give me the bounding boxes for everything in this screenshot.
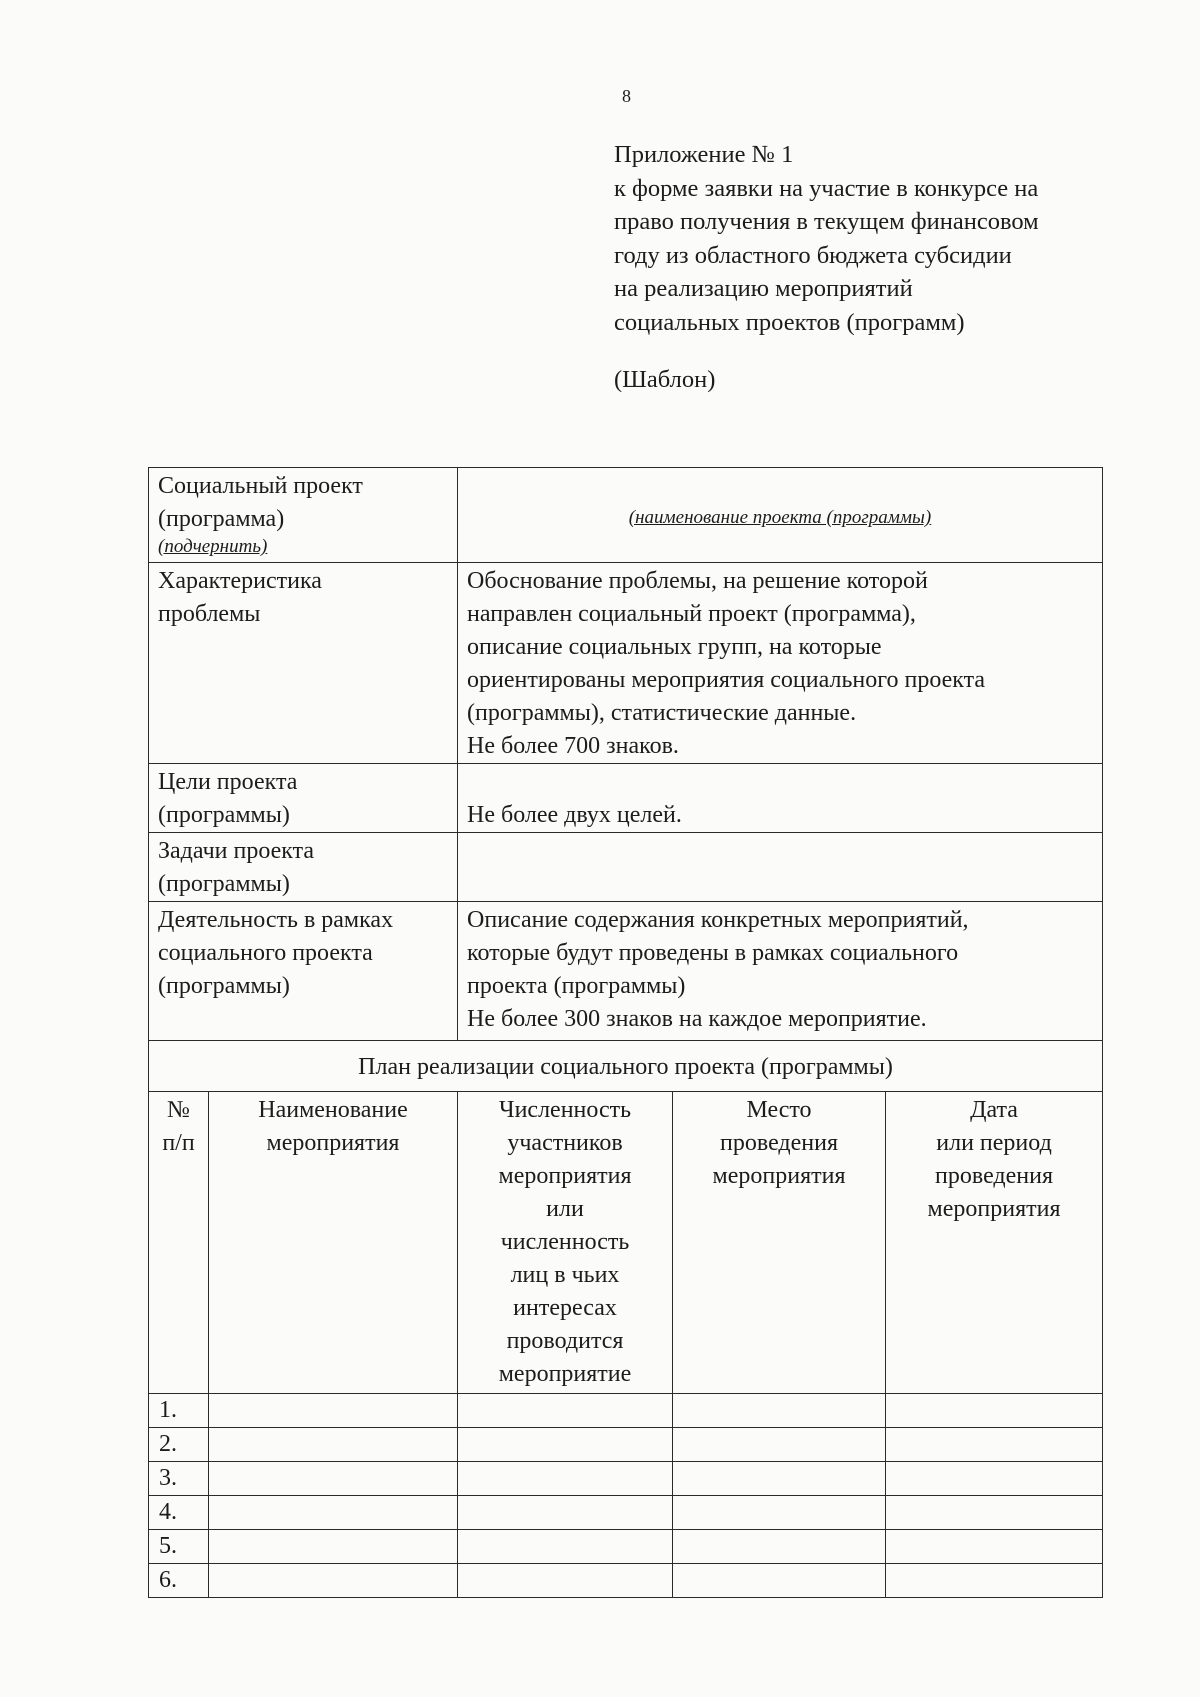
plan-row-number: 6. bbox=[149, 1564, 209, 1598]
plan-cell[interactable] bbox=[209, 1462, 458, 1496]
goals-label: Цели проекта bbox=[158, 769, 298, 795]
tasks-label: (программы) bbox=[158, 871, 290, 897]
project-name-hint: (наименование проекта (программы) bbox=[628, 507, 932, 528]
appendix-line: к форме заявки на участие в конкурсе на bbox=[614, 174, 1039, 202]
plan-cell[interactable] bbox=[673, 1428, 886, 1462]
activity-row bbox=[149, 902, 1103, 1041]
plan-row bbox=[149, 1564, 1103, 1598]
appendix-line: году из областного бюджета субсидии bbox=[614, 241, 1012, 269]
header-line: или bbox=[546, 1196, 584, 1222]
problem-row bbox=[149, 563, 1103, 764]
problem-label: Характеристика bbox=[158, 568, 322, 594]
problem-text: Обоснование проблемы, на решение которой bbox=[467, 568, 928, 594]
plan-row-number: 5. bbox=[149, 1530, 209, 1564]
template-label: (Шаблон) bbox=[614, 366, 716, 393]
header-line: участников bbox=[507, 1130, 623, 1156]
activity-text: которые будут проведены в рамках социального bbox=[467, 940, 959, 966]
tasks-label: Задачи проекта bbox=[158, 838, 315, 864]
goals-text: Не более двух целей. bbox=[467, 802, 682, 828]
plan-row-number: 3. bbox=[149, 1462, 209, 1496]
plan-cell[interactable] bbox=[886, 1530, 1103, 1564]
plan-cell[interactable] bbox=[673, 1462, 886, 1496]
tasks-value-cell[interactable] bbox=[458, 833, 1103, 902]
problem-text: направлен социальный проект (программа), bbox=[467, 601, 916, 627]
header-line: проведения bbox=[935, 1163, 1053, 1189]
problem-label-cell bbox=[149, 563, 458, 764]
header-line: проводится bbox=[506, 1328, 624, 1354]
header-line: мероприятия bbox=[498, 1163, 632, 1189]
plan-header-row bbox=[149, 1092, 1103, 1394]
appendix-line: право получения в текущем финансовом bbox=[614, 208, 1039, 235]
plan-title-row bbox=[149, 1041, 1103, 1092]
plan-cell[interactable] bbox=[886, 1428, 1103, 1462]
activity-value-cell[interactable] bbox=[458, 902, 1103, 1041]
goals-label-cell bbox=[149, 764, 458, 833]
plan-cell[interactable] bbox=[458, 1462, 673, 1496]
plan-header-number bbox=[149, 1092, 209, 1394]
plan-cell[interactable] bbox=[886, 1496, 1103, 1530]
plan-header-event-name bbox=[209, 1092, 458, 1394]
header-line: численность bbox=[500, 1229, 630, 1255]
header-line: или период bbox=[936, 1130, 1052, 1156]
appendix-line: социальных проектов (программ) bbox=[614, 308, 965, 336]
header-line: Дата bbox=[970, 1097, 1018, 1123]
problem-text: (программы), статистические данные. bbox=[467, 700, 857, 726]
plan-cell[interactable] bbox=[458, 1496, 673, 1530]
activity-label: Деятельность в рамках bbox=[158, 907, 394, 933]
page-number: 8 bbox=[622, 86, 631, 106]
plan-cell[interactable] bbox=[458, 1394, 673, 1428]
plan-header-participants bbox=[458, 1092, 673, 1394]
plan-row bbox=[149, 1496, 1103, 1530]
plan-row-number: 1. bbox=[149, 1394, 209, 1428]
header-line: п/п bbox=[162, 1130, 195, 1156]
plan-header-date bbox=[886, 1092, 1103, 1394]
activity-text: проекта (программы) bbox=[467, 973, 686, 999]
plan-cell[interactable] bbox=[458, 1530, 673, 1564]
plan-cell[interactable] bbox=[886, 1394, 1103, 1428]
header-line: мероприятия bbox=[712, 1163, 846, 1189]
activity-text: Описание содержания конкретных мероприятий, bbox=[467, 907, 969, 933]
plan-row bbox=[149, 1462, 1103, 1496]
plan-row bbox=[149, 1394, 1103, 1428]
activity-label: социального проекта bbox=[158, 940, 373, 966]
problem-text: описание социальных групп, на которые bbox=[467, 634, 882, 660]
plan-cell[interactable] bbox=[209, 1428, 458, 1462]
tasks-row bbox=[149, 833, 1103, 902]
problem-text: Не более 700 знаков. bbox=[467, 733, 679, 759]
plan-cell[interactable] bbox=[209, 1564, 458, 1598]
header-line: Численность bbox=[498, 1097, 632, 1123]
problem-value-cell[interactable] bbox=[458, 563, 1103, 764]
header-line: мероприятие bbox=[498, 1361, 632, 1387]
plan-cell[interactable] bbox=[458, 1564, 673, 1598]
appendix-header bbox=[614, 138, 1134, 397]
header-line: лиц в чьих bbox=[510, 1262, 620, 1288]
plan-cell[interactable] bbox=[209, 1496, 458, 1530]
problem-text: ориентированы мероприятия социального проекта bbox=[467, 667, 986, 693]
header-line: мероприятия bbox=[927, 1196, 1061, 1222]
plan-cell[interactable] bbox=[673, 1530, 886, 1564]
plan-row-number: 2. bbox=[149, 1428, 209, 1462]
plan-row bbox=[149, 1530, 1103, 1564]
appendix-line: на реализацию мероприятий bbox=[614, 275, 913, 302]
project-label: Социальный проект bbox=[158, 473, 363, 499]
plan-cell[interactable] bbox=[209, 1530, 458, 1564]
header-line: проведения bbox=[720, 1130, 838, 1156]
plan-cell[interactable] bbox=[458, 1428, 673, 1462]
project-form-table bbox=[148, 467, 1103, 1598]
project-label: (программа) bbox=[158, 506, 285, 532]
plan-cell[interactable] bbox=[673, 1394, 886, 1428]
header-line: Наименование bbox=[258, 1097, 408, 1123]
plan-title: План реализации социального проекта (программы) bbox=[149, 1041, 1103, 1092]
activity-text: Не более 300 знаков на каждое мероприятие. bbox=[467, 1006, 927, 1032]
activity-label: (программы) bbox=[158, 973, 290, 999]
project-label-hint: (подчернить) bbox=[158, 536, 268, 557]
plan-row-number: 4. bbox=[149, 1496, 209, 1530]
project-row bbox=[149, 468, 1103, 563]
project-name-cell[interactable] bbox=[458, 468, 1103, 563]
problem-label: проблемы bbox=[158, 601, 261, 627]
goals-row bbox=[149, 764, 1103, 833]
plan-header-location bbox=[673, 1092, 886, 1394]
plan-row bbox=[149, 1428, 1103, 1462]
header-line: Место bbox=[746, 1097, 812, 1123]
activity-label-cell bbox=[149, 902, 458, 1041]
appendix-line: Приложение № 1 bbox=[614, 141, 794, 168]
header-line: интересах bbox=[513, 1295, 617, 1321]
goals-value-cell[interactable] bbox=[458, 764, 1103, 833]
project-label-cell bbox=[149, 468, 458, 563]
tasks-label-cell bbox=[149, 833, 458, 902]
plan-cell[interactable] bbox=[209, 1394, 458, 1428]
plan-cell[interactable] bbox=[673, 1564, 886, 1598]
goals-label: (программы) bbox=[158, 802, 290, 828]
plan-cell[interactable] bbox=[673, 1496, 886, 1530]
header-line: № bbox=[167, 1097, 190, 1123]
plan-cell[interactable] bbox=[886, 1462, 1103, 1496]
plan-cell[interactable] bbox=[886, 1564, 1103, 1598]
header-line: мероприятия bbox=[266, 1130, 400, 1156]
